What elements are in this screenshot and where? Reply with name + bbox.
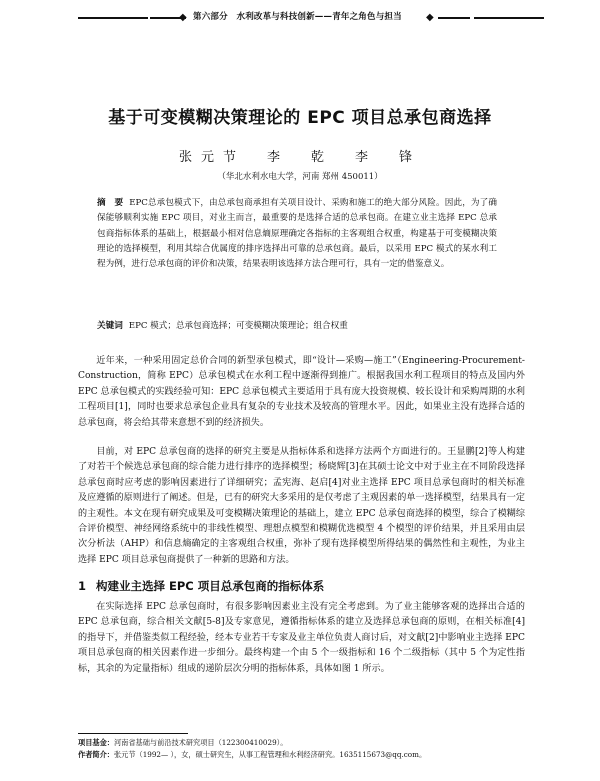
header-diamond-icon: ◆ [179,12,187,23]
footnote-fund [78,738,548,748]
fund-text: 河南省基础与前沿技术研究项目（122300410029）。 [113,738,288,747]
author-bio-text: 张元节（1992— ），女，硕士研究生，从事工程管理和水利经济研究。1635115673@qq.com。 [113,750,427,759]
keywords-text: EPC 模式；总承包商选择；可变模糊决策理论；组合权重 [128,321,348,331]
paper-title: 基于可变模糊决策理论的 EPC 项目总承包商选择 [108,108,492,129]
running-header [0,6,600,24]
section-heading [78,578,324,594]
footnote-author [78,750,548,760]
affiliation: （华北水利水电大学，河南 郑州 450011） [217,172,383,182]
header-diamond-icon: ◆ [426,12,434,23]
abstract-label: 摘 要 [97,198,124,208]
author-bio-label: 作者简介： [78,750,114,759]
header-rule-far-right [474,17,544,19]
running-header-text: 第六部分 水利改革与科技创新——青年之角色与担当 [190,10,426,22]
abstract-text: EPC总承包模式下，由总承包商承担有关项目设计、采购和施工的绝大部分风险。因此，为了确保能够顺利实施 EPC 项目，对业主而言，最重要的是选择合适的总承包商。在建立业主选择 EPC 总承包商指标体系的基础上，根据最小相对信息熵原理确定各指标的主客观组合权重，构建基于可变模糊决策理论的选择模型，利用其综合优属度的排序选择出可靠的总承包商。最后，以采用 EPC 模式的某水利工程为例，进行总承包商的评价和决策，结果表明该选择方法合理可行，具有一定的借鉴意义。 [97,198,497,270]
keywords-label: 关键词 [97,321,123,331]
keywords [97,320,497,333]
fund-label: 项目基金： [78,738,114,747]
section-number: 1 [78,579,87,593]
header-rule-right [438,17,470,19]
footnote-rule [78,733,188,734]
body-paragraph: 目前，对 EPC 总承包商的选择的研究主要是从指标体系和选择方法两个方面进行的。王显鹏[2]等人构建了对若干个候选总承包商的综合能力进行排序的选择模型；杨晓辉[3]在其硕士论文中对于业主在不同阶段选择总承包商时应考虑的影响因素进行了详细研究；孟宪海、赵启[4]对业主选择 EPC 项目总承包商时的相关标准及应遵循的原则进行了阐述。但是，已有的研究大多采用的是仅考虑了主观因素的单一选择模型，结果具有一定的主观性。本文在现有研究成果及可变模糊决策理论的基础上，建立 EPC 总承包商选择的模型，综合了模糊综合评价模型、神经网络系统中的非线性模型、理想点模型和模糊优选模型 4 个模型的评价结果，并且采用由层次分析法（AHP）和信息熵确定的主客观组合权重，弥补了现有选择模型所得结果的偶然性和主观性，为业主选择 EPC 项目总承包商提供了一种新的思路和方法。 [78,447,525,565]
body-paragraph: 近年来，一种采用固定总价合同的新型承包模式，即“设计—采购—施工”（Engineering-Procurement-Construction，简称 EPC）总承包模式在水利工程中逐渐得到推广。根据我国水利工程项目的特点及国内外 EPC 总承包模式的实践经验可知：EPC 总承包模式主要适用于具有庞大投资规模、较长设计和采购周期的水利工程项目[1]，同时也要求总承包企业具有复杂的专业技术及较高的管理水平。因此，如果业主没有选择合适的总承包商，将会给其带来意想不到的经济损失。 [78,356,525,428]
author-list: 张元节 李 乾 李 锋 [178,150,421,165]
section-title: 构建业主选择 EPC 项目总承包商的指标体系 [96,579,325,593]
body-paragraph: 在实际选择 EPC 总承包商时，有很多影响因素业主没有完全考虑到。为了业主能够客观的选择出合适的 EPC 总承包商，综合相关文献[5-8]及专家意见，遵循指标体系的建立及选择总承包商的原则，在相关标准[4]的指导下，并借鉴类似工程经验，经本专业若干专家及业主单位负责人商讨后，对文献[2]中影响业主选择 EPC 项目总承包商的相关因素作进一步细分。最终构建一个由 5 个一级指标和 16 个二级指标（其中 5 个为定性指标，其余的为定量指标）组成的递阶层次分明的指标体系，具体如图 1 所示。 [78,602,525,674]
abstract [97,196,497,272]
header-rule-left [78,17,148,19]
